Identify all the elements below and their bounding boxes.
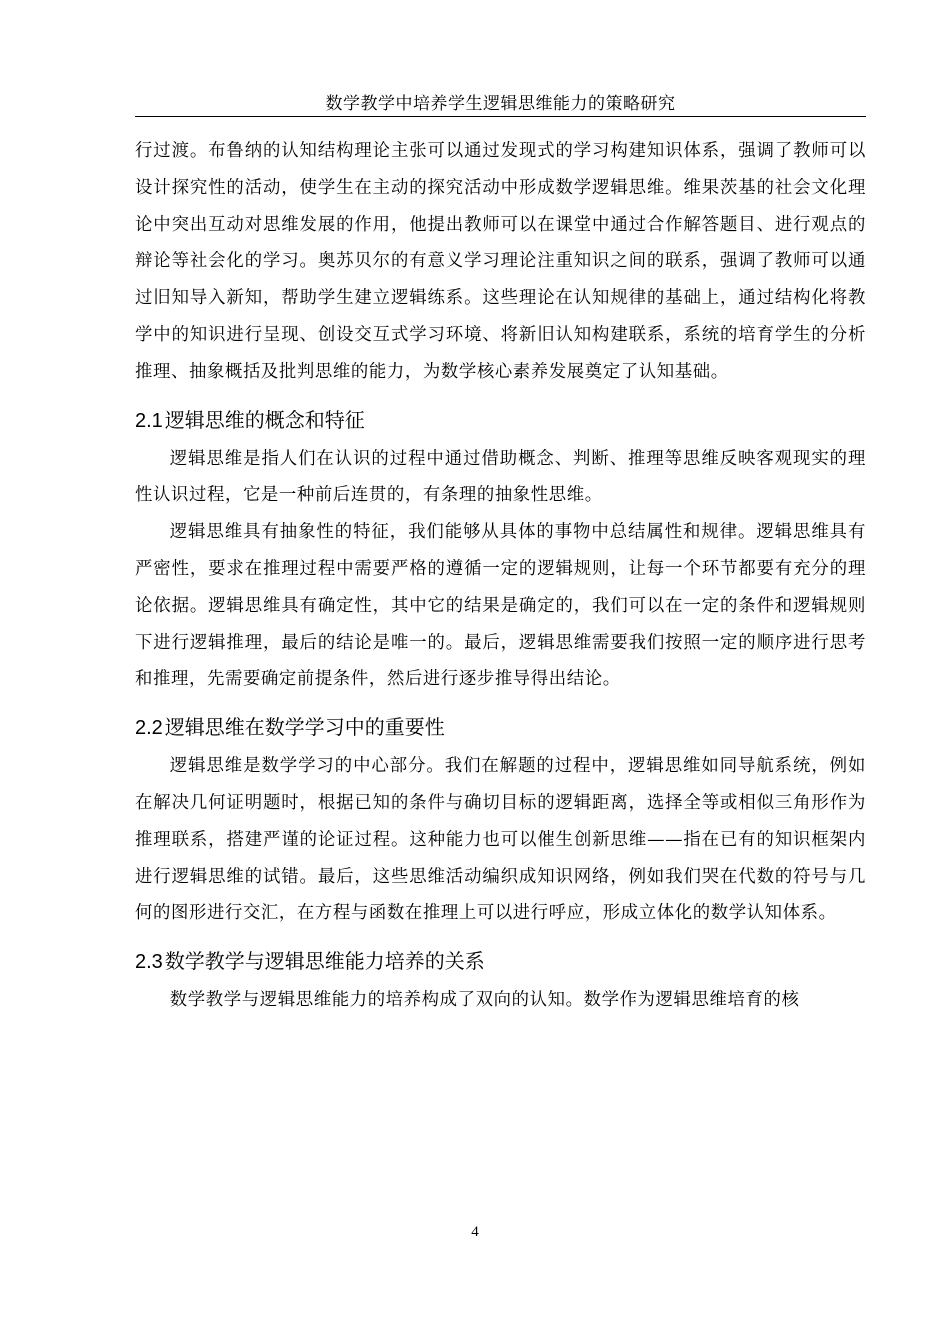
section-title: 逻辑思维的概念和特征 [164,409,365,432]
header-divider [135,116,866,117]
page-body [135,133,866,1019]
intro-paragraph: 行过渡。布鲁纳的认知结构理论主张可以通过发现式的学习构建知识体系，强调了教师可以设计探究性的活动，使学生在主动的探究活动中形成数学逻辑思维。维果茨基的社会文化理论中突出互动对思维发展的作用，他提出教师可以在课堂中通过合作解答题目、进行观点的辩论等社会化的学习。奥苏贝尔的有意义学习理论注重知识之间的联系，强调了教师可以通过旧知导入新知，帮助学生建立逻辑练系。这些理论在认知规律的基础上，通过结构化将教学中的知识进行呈现、创设交互式学习环境、将新旧认知构建联系，系统的培育学生的分析推理、抽象概括及批判思维的能力，为数学核心素养发展奠定了认知基础。 [135,141,866,382]
section-title: 数学教学与逻辑思维能力培养的关系 [164,951,485,974]
section-number: 2.3 [135,951,163,974]
section-2-1-paragraph-2: 逻辑思维具有抽象性的特征，我们能够从具体的事物中总结属性和规律。逻辑思维具有严密性，要求在推理过程中需要严格的遵循一定的逻辑规则，让每一个环节都要有充分的理论依据。逻辑思维具有确定性，其中它的结果是确定的，我们可以在一定的条件和逻辑规则下进行逻辑推理，最后的结论是唯一的。最后，逻辑思维需要我们按照一定的顺序进行思考和推理，先需要确定前提条件，然后进行逐步推导得出结论。 [135,522,866,690]
section-2-3-paragraph-1: 数学教学与逻辑思维能力的培养构成了双向的认知。数学作为逻辑思维培育的核 [169,990,800,1011]
running-header: 数学教学中培养学生逻辑思维能力的策略研究 [325,94,676,114]
section-2-3-heading [135,945,866,979]
section-title: 逻辑思维在数学学习中的重要性 [164,717,445,740]
section-number: 2.1 [135,409,163,432]
section-2-1-heading [135,404,866,438]
page-number: 4 [471,1224,479,1240]
section-number: 2.2 [135,717,163,740]
section-2-2-heading [135,711,866,745]
section-2-1-paragraph-1: 逻辑思维是指人们在认识的过程中通过借助概念、判断、推理等思维反映客观现实的理性认识过程，它是一种前后连贯的，有条理的抽象性思维。 [135,448,866,506]
section-2-2-paragraph-1: 逻辑思维是数学学习的中心部分。我们在解题的过程中，逻辑思维如同导航系统，例如在解决几何证明题时，根据已知的条件与确切目标的逻辑距离，选择全等或相似三角形作为推理联系，搭建严谨的论证过程。这种能力也可以催生创新思维——指在已有的知识框架内进行逻辑思维的试错。最后，这些思维活动编织成知识网络，例如我们哭在代数的符号与几何的图形进行交汇，在方程与函数在推理上可以进行呼应，形成立体化的数学认知体系。 [135,756,866,924]
